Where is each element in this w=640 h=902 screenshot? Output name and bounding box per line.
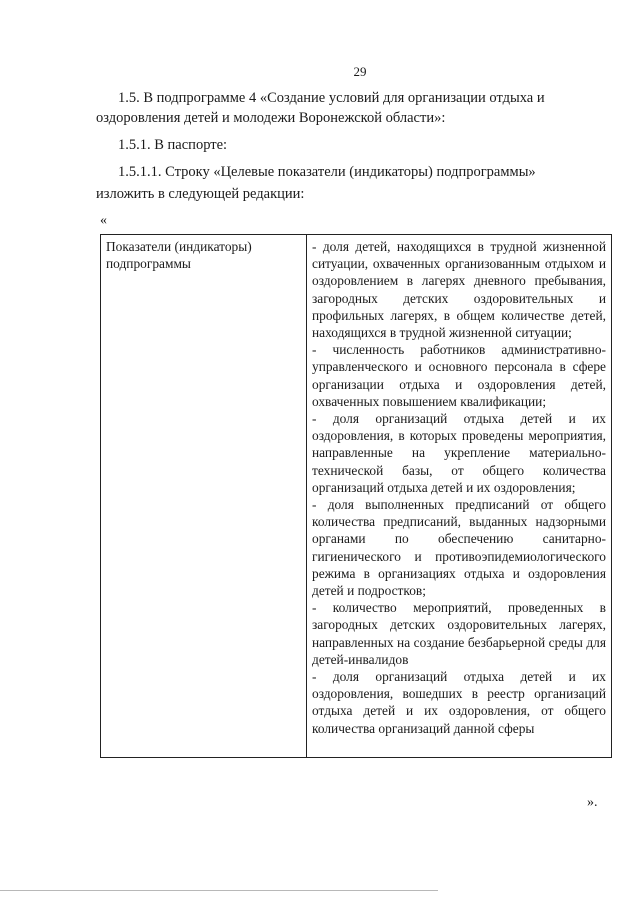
indicator-item: - количество мероприятий, проведенных в загородных детских оздоровительных лагерях, направленных на создание безбарьерной среды для детей-инвалидов xyxy=(312,600,606,667)
indicators-list-cell xyxy=(307,235,612,758)
indicator-item: - доля выполненных предписаний от общего количества предписаний, выданных надзорными органами по обеспечению санитарно-гигиенического и противоэпидемиологического режима в организациях отдыха и оздоровления детей и подростков; xyxy=(312,497,606,599)
paragraph-1-5: 1.5. В подпрограмме 4 «Создание условий для организации отдыха и xyxy=(118,90,545,106)
indicators-table xyxy=(100,234,612,758)
paragraph-1-5-1: 1.5.1. В паспорте: xyxy=(118,137,228,153)
paragraph-1-5-1-1-continuation: изложить в следующей редакции: xyxy=(96,186,305,202)
closing-quote-mark: ». xyxy=(587,795,598,810)
indicator-item: - численность работников административно-управленческого и основного персонала в сфере организации отдыха и оздоровления детей, охваченных повышением квалификации; xyxy=(312,342,606,409)
indicator-item: - доля детей, находящихся в трудной жизненной ситуации, охваченных организованным отдыхом и оздоровлением в лагерях дневного пребывания, загородных детских оздоровительных и профильных лагерях, в общем количестве детей, находящихся в трудной жизненной ситуации; xyxy=(312,239,606,341)
opening-quote-mark: « xyxy=(100,213,107,228)
indicator-item: - доля организаций отдыха детей и их оздоровления, в которых проведены мероприятия, направленные на укрепление материально-технической базы, от общего количества организаций отдыха детей и их оздоровления; xyxy=(312,411,606,495)
indicators-label-cell: Показатели (индикаторы) подпрограммы xyxy=(101,235,307,758)
scan-edge-line xyxy=(0,890,438,891)
paragraph-1-5-1-1: 1.5.1.1. Строку «Целевые показатели (индикаторы) подпрограммы» xyxy=(118,164,536,180)
table-row xyxy=(101,235,612,758)
page-number: 29 xyxy=(353,64,367,79)
paragraph-1-5-continuation: оздоровления детей и молодежи Воронежской области»: xyxy=(96,110,446,126)
indicator-item: - доля организаций отдыха детей и их оздоровления, вошедших в реестр организаций отдыха детей и их оздоровления, от общего количества организаций данной сферы xyxy=(312,669,606,736)
